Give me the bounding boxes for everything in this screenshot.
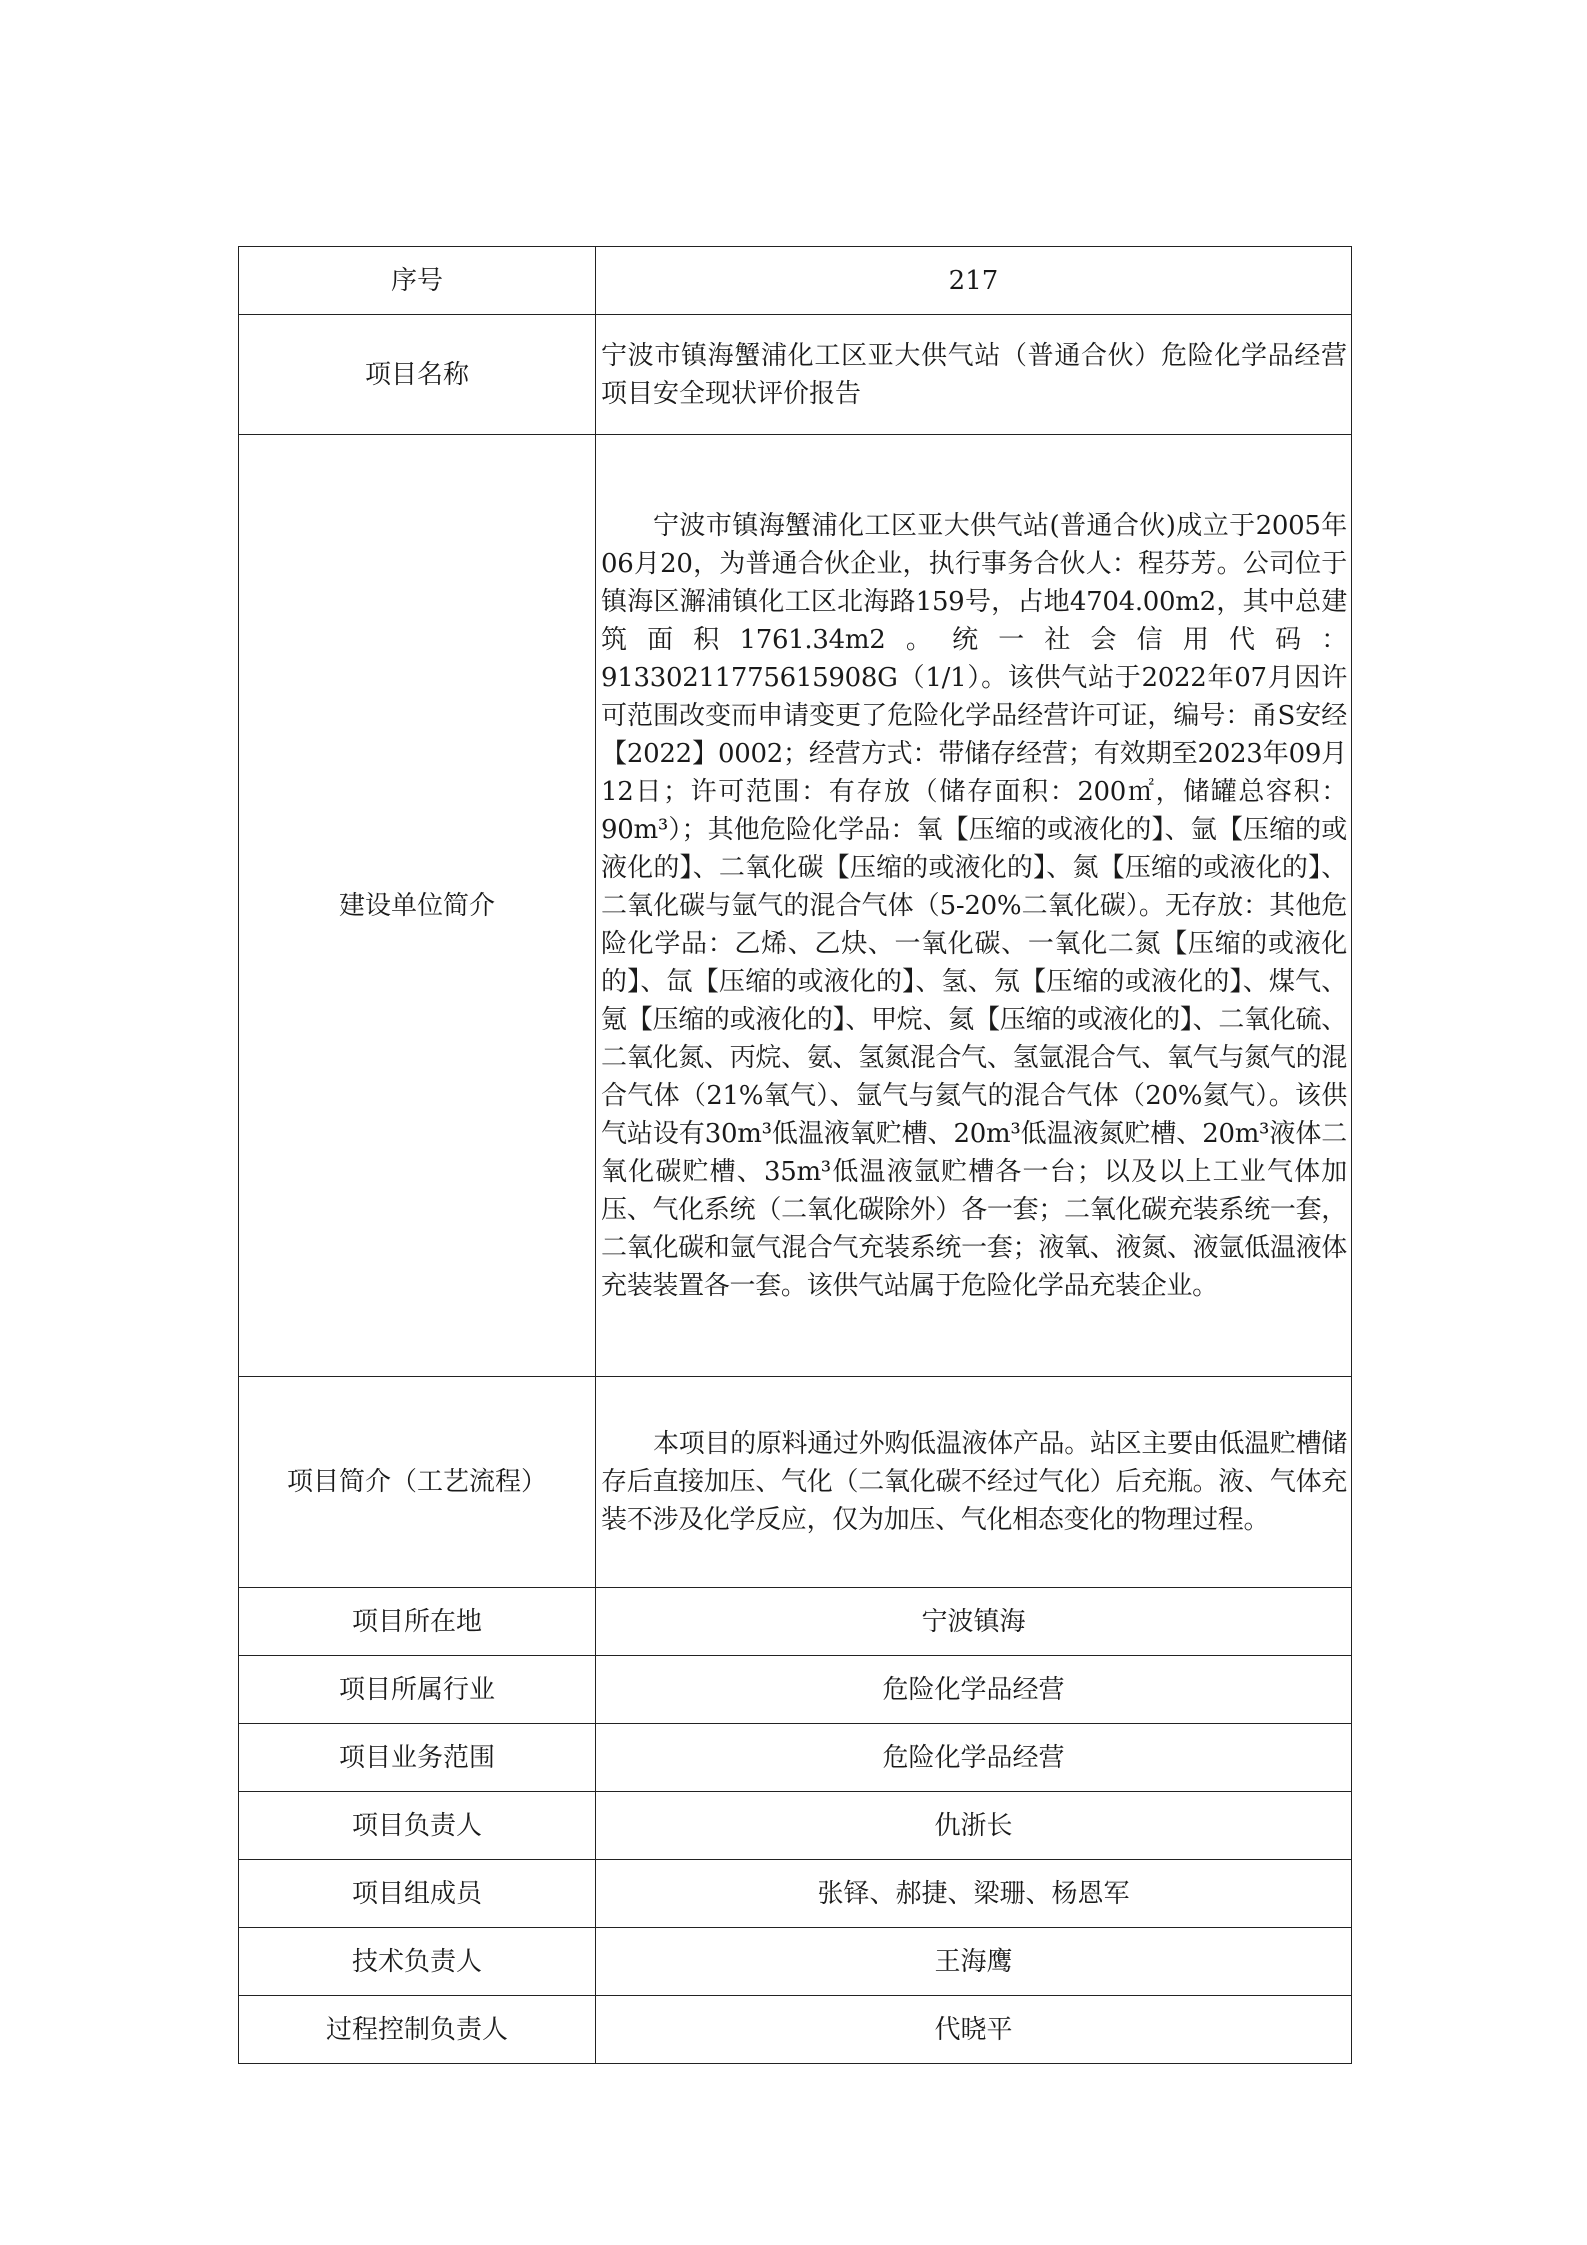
value-industry: 危险化学品经营: [596, 1656, 1352, 1724]
row-business-scope: [239, 1724, 1352, 1792]
label-business-scope: 项目业务范围: [239, 1724, 596, 1792]
process-intro-cell: [596, 1377, 1352, 1588]
value-company-intro: 宁波市镇海蟹浦化工区亚大供气站(普通合伙)成立于2005年06月20，为普通合伙企业，执行事务合伙人：程芬芳。公司位于镇海区澥浦镇化工区北海路159号，占地4704.00m2，其中总建筑面积1761.34m2。统一社会信用代码：91330211775615908G（1/1）。该供气站于2022年07月因许可范围改变而申请变更了危险化学品经营许可证，编号：甬S安经【2022】0002；经营方式：带储存经营；有效期至2023年09月12日；许可范围：有存放（储存面积：200㎡，储罐总容积：90m³）；其他危险化学品：氧【压缩的或液化的】、氩【压缩的或液化的】、二氧化碳【压缩的或液化的】、氮【压缩的或液化的】、二氧化碳与氩气的混合气体（5-20%二氧化碳）。无存放：其他危险化学品：乙烯、乙炔、一氧化碳、一氧化二氮【压缩的或液化的】、氙【压缩的或液化的】、氢、氖【压缩的或液化的】、煤气、氪【压缩的或液化的】、甲烷、氦【压缩的或液化的】、二氧化硫、二氧化氮、丙烷、氨、氢氮混合气、氢氩混合气、氧气与氮气的混合气体（21%氧气）、氩气与氦气的混合气体（20%氦气）。该供气站设有30m³低温液氧贮槽、20m³低温液氮贮槽、20m³液体二氧化碳贮槽、35m³低温液氩贮槽各一台；以及以上工业气体加压、气化系统（二氧化碳除外）各一套；二氧化碳充装系统一套，二氧化碳和氩气混合气充装系统一套；液氧、液氮、液氩低温液体充装装置各一套。该供气站属于危险化学品充装企业。: [601, 510, 1347, 1301]
row-process-control-leader: [239, 1996, 1352, 2064]
value-process-control-leader: 代晓平: [596, 1996, 1352, 2064]
row-company-intro: [239, 435, 1352, 1377]
row-project-name: [239, 315, 1352, 435]
label-industry: 项目所属行业: [239, 1656, 596, 1724]
row-location: [239, 1588, 1352, 1656]
value-team-members: 张铎、郝捷、梁珊、杨恩军: [596, 1860, 1352, 1928]
value-project-leader: 仇浙长: [596, 1792, 1352, 1860]
row-serial-number: [239, 247, 1352, 315]
project-info-table: [238, 246, 1352, 2064]
company-intro-cell: [596, 435, 1352, 1377]
row-team-members: [239, 1860, 1352, 1928]
label-process-intro: 项目简介（工艺流程）: [239, 1377, 596, 1588]
label-company-intro: 建设单位简介: [239, 435, 596, 1377]
label-team-members: 项目组成员: [239, 1860, 596, 1928]
value-technical-leader: 王海鹰: [596, 1928, 1352, 1996]
value-location: 宁波镇海: [596, 1588, 1352, 1656]
row-process-intro: [239, 1377, 1352, 1588]
label-process-control-leader: 过程控制负责人: [239, 1996, 596, 2064]
label-project-leader: 项目负责人: [239, 1792, 596, 1860]
value-project-name: 宁波市镇海蟹浦化工区亚大供气站（普通合伙）危险化学品经营项目安全现状评价报告: [596, 315, 1352, 435]
label-location: 项目所在地: [239, 1588, 596, 1656]
row-technical-leader: [239, 1928, 1352, 1996]
value-business-scope: 危险化学品经营: [596, 1724, 1352, 1792]
label-project-name: 项目名称: [239, 315, 596, 435]
label-technical-leader: 技术负责人: [239, 1928, 596, 1996]
value-process-intro: 本项目的原料通过外购低温液体产品。站区主要由低温贮槽储存后直接加压、气化（二氧化碳不经过气化）后充瓶。液、气体充装不涉及化学反应，仅为加压、气化相态变化的物理过程。: [601, 1429, 1347, 1535]
row-project-leader: [239, 1792, 1352, 1860]
row-industry: [239, 1656, 1352, 1724]
label-serial-number: 序号: [239, 247, 596, 315]
value-serial-number: 217: [596, 247, 1352, 315]
